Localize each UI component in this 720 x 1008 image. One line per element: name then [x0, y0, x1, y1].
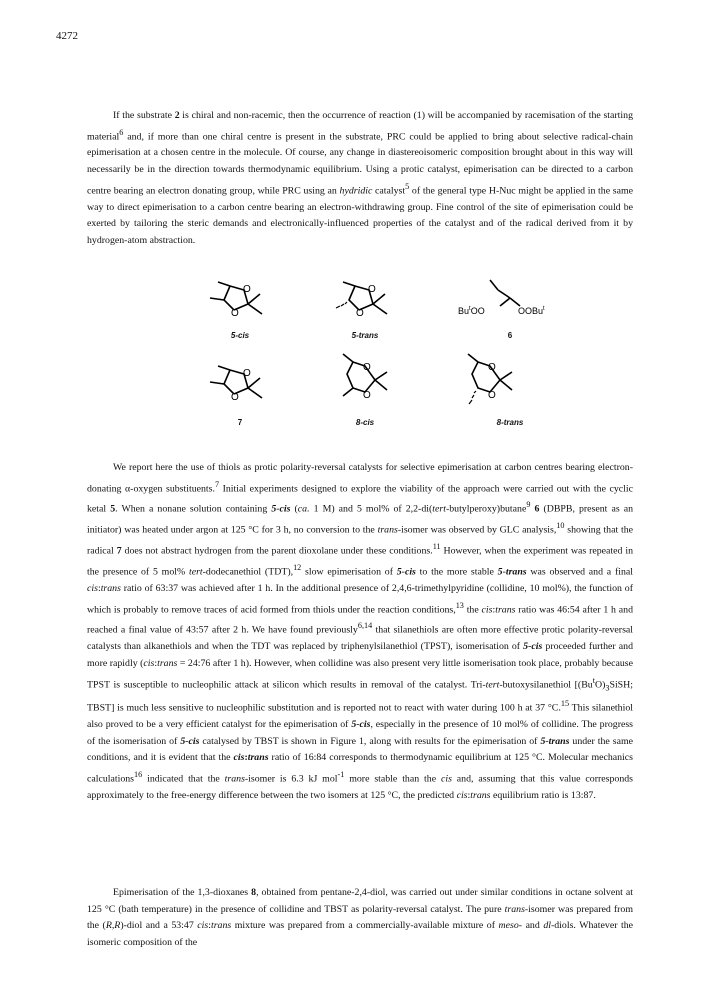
structure-5-trans [325, 268, 405, 328]
paragraph-2 [87, 460, 633, 804]
label-8-cis: 8-cis [355, 418, 375, 427]
atom-o: O [363, 362, 371, 373]
atom-o: O [243, 284, 251, 295]
svg-text:OOBut: OOBu$^t$ [518, 306, 545, 316]
atom-o: O [488, 390, 496, 401]
svg-text:ButOO: Bu$^t$OO [458, 306, 485, 316]
atom-o: O [356, 308, 364, 319]
structure-8-trans [450, 348, 530, 414]
structure-8-cis [325, 348, 405, 414]
label-5-trans: 5-trans [351, 331, 379, 340]
label-7: 7 [237, 418, 243, 427]
atom-o: O [231, 308, 239, 319]
atom-o: O [243, 368, 251, 379]
atom-o: O [488, 362, 496, 373]
structure-7 [200, 352, 280, 412]
paragraph-3 [87, 885, 633, 951]
label-6: 6 [507, 331, 513, 340]
label-5-cis: 5-cis [230, 331, 250, 340]
page-number: 4272 [56, 30, 78, 42]
paragraph-2-text: We report here the use of thiols as protic polarity-reversal catalysts for selective epimerisation at carbon centres bearing electron-donating α-oxygen substituents.$^7$ Initial experiments designed to explore the viability of the approach were carried out with the cyclic ketal 5. When a nonane solution containing 5-cis (ca. 1 M) and 5 mol% of 2,2-di(tert-butylperoxy)butane$^9$ 6 (DBPB, present as an initiator) was heated under argon at 125 °C for 3 h, no conversion to the trans-isomer was observed by GLC analysis,$^{10}$ showing that the radical 7 does not abstract hydrogen from the parent dioxolane under these conditions.$^{11}$ However, when the experiment was repeated in the presence of 5 mol% tert-dodecanethiol (TDT),$^{12}$ slow epimerisation of 5-cis to the more stable 5-trans was observed and a final cis:trans ratio of 63:37 was achieved after 1 h. In the additional presence of 2,4,6-trimethylpyridine (collidine, 10 mol%), the function of which is probably to remove traces of acid formed from thiols under the reaction conditions,$^{13}$ the cis:trans ratio was 46:54 after 1 h and reached a final value of 43:57 after 2 h. We have found previously$^{6,14}$ that silanethiols are often more effective protic polarity-reversal catalysts than alkanethiols and when the TDT was replaced by triphenylsilanethiol (TPST), isomerisation of 5-cis proceeded further and more rapidly (cis:trans = 24:76 after 1 h). However, when collidine was also present very little isomerisation took place, probably because TPST is susceptible to nucleophilic attack at silicon which results in removal of the catalyst. Tri-tert-butoxysilanethiol [$(Bu^tO)_3SiSH$; TBST] is much less sensitive to nucleophilic substitution and is reported not to react with water during 100 h at 37 °C.$^{15}$ This silanethiol also proved to be a very efficient catalyst for the epimerisation of 5-cis, especially in the presence of 10 mol% of collidine. The progress of the isomerisation of 5-cis catalysed by TBST is shown in Figure 1, along with results for the epimerisation of 5-trans under the same conditions, and it is evident that the cis:trans ratio of 16:84 corresponds to thermodynamic equilibrium at 125 °C. Molecular mechanics calculations$^{16}$ indicated that the trans-isomer is 6.3 kJ mol$^{-1}$ more stable than the cis and, assuming that this value corresponds approximately to the free-energy difference between the two isomers at 125 °C, the predicted cis:trans equilibrium ratio is 13:87. [87, 462, 634, 801]
structure-6 [450, 268, 570, 328]
atom-o: O [231, 392, 239, 403]
atom-o: O [363, 390, 371, 401]
atom-o: O [368, 284, 376, 295]
label-8-trans: 8-trans [496, 418, 524, 427]
structure-5-cis [200, 268, 280, 328]
paragraph-1-text: If the substrate 2 is chiral and non-racemic, then the occurrence of reaction (1) will be accompanied by racemisation of the starting material$^6$ and, if more than one chiral centre is present in the substrate, PRC could be applied to bring about selective radical-chain epimerisation at a chosen centre in the molecule. Of course, any change in diastereoisomeric composition brought about in this way will necessarily be in the direction towards thermodynamic equilibrium. Using a protic catalyst, epimerisation can be directed to a carbon centre bearing an electron donating group, while PRC using an hydridic catalyst$^5$ of the general type H-Nuc might be applied in the same way to direct epimerisation to a carbon centre bearing an electron-withdrawing group. Fine control of the site of epimerisation could be exerted by tailoring the steric demands and electronically-influenced properties of the catalyst and of the radical derived from it by hydrogen-atom abstraction. [87, 110, 634, 246]
paragraph-3-text: Epimerisation of the 1,3-dioxanes 8, obtained from pentane-2,4-diol, was carried out under similar conditions in octane solvent at 125 °C (bath temperature) in the presence of collidine and TBST as polarity-reversal catalyst. The pure trans-isomer was prepared from the (R,R)-diol and a 53:47 cis:trans mixture was prepared from a commercially-available mixture of meso- and dl-diols. Whatever the isomeric composition of the [87, 887, 634, 948]
